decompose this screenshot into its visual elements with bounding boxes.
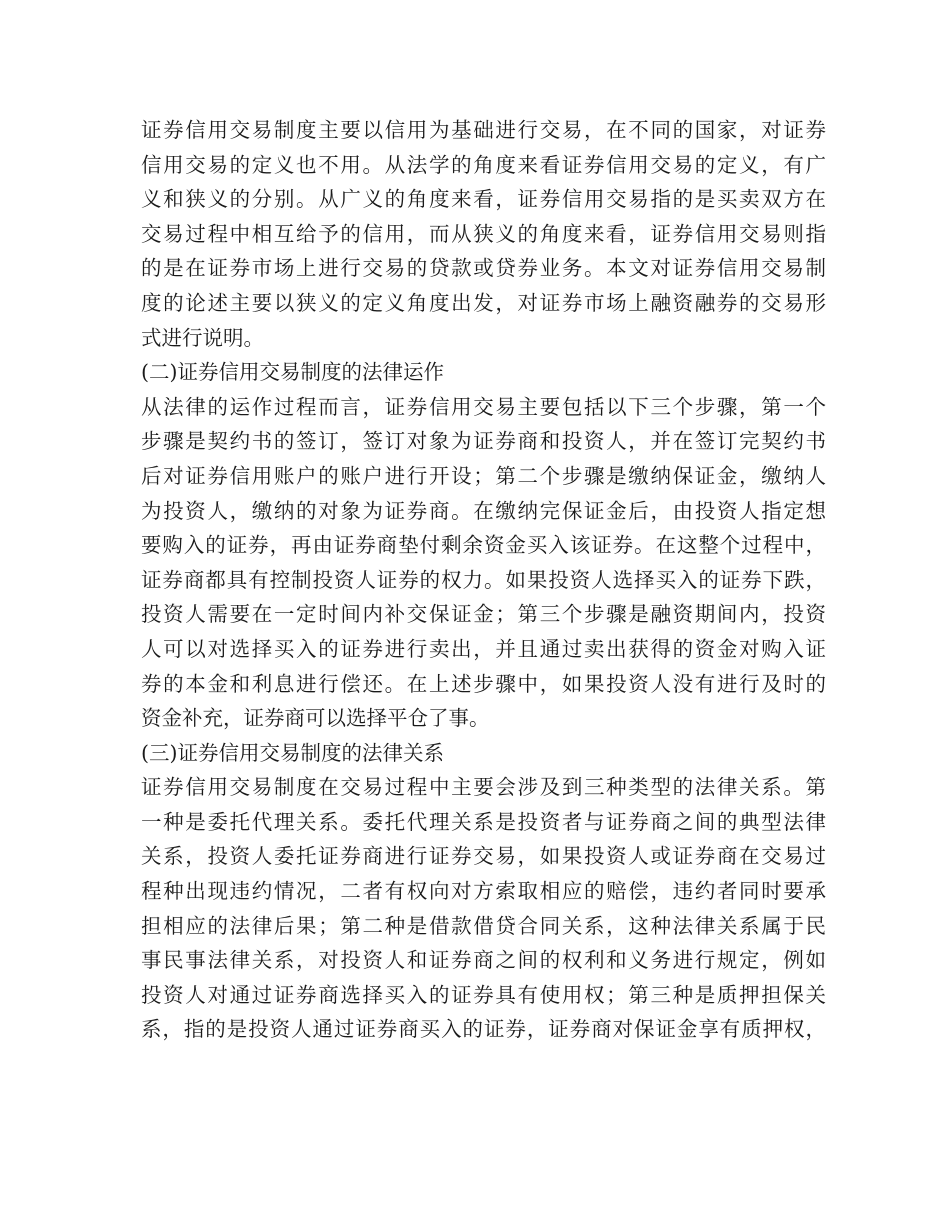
text-line: 度的论述主要以狭义的定义角度出发，对证券市场上融资融券的交易形 bbox=[141, 290, 826, 315]
text-line: 式进行说明。 bbox=[141, 325, 264, 350]
text-line: 后对证券信用账户的账户进行开设；第二个步骤是缴纳保证金，缴纳人 bbox=[141, 463, 826, 488]
text-line: 一种是委托代理关系。委托代理关系是投资者与证券商之间的典型法律 bbox=[141, 809, 826, 834]
text-line: 从法律的运作过程而言，证券信用交易主要包括以下三个步骤，第一个 bbox=[141, 394, 826, 419]
text-line: 投资人需要在一定时间内补交保证金；第三个步骤是融资期间内，投资 bbox=[141, 602, 826, 627]
text-line: 为投资人，缴纳的对象为证券商。在缴纳完保证金后，由投资人指定想 bbox=[141, 498, 826, 523]
section-heading: (二)证券信用交易制度的法律运作 bbox=[141, 360, 444, 385]
text-line: 步骤是契约书的签订，签订对象为证券商和投资人，并在签订完契约书 bbox=[141, 429, 826, 454]
text-line: 资金补充，证券商可以选择平仓了事。 bbox=[141, 706, 490, 731]
text-line: 券的本金和利息进行偿还。在上述步骤中，如果投资人没有进行及时的 bbox=[141, 671, 826, 696]
text-line: 系，指的是投资人通过证券商买入的证券，证券商对保证金享有质押权， bbox=[141, 1017, 826, 1042]
text-line: 的是在证券市场上进行交易的贷款或贷券业务。本文对证券信用交易制 bbox=[141, 256, 826, 281]
text-line: 关系，投资人委托证券商进行证券交易，如果投资人或证券商在交易过 bbox=[141, 844, 826, 869]
text-line: 信用交易的定义也不用。从法学的角度来看证券信用交易的定义，有广 bbox=[141, 152, 826, 177]
text-line: 证券信用交易制度主要以信用为基础进行交易，在不同的国家，对证券 bbox=[141, 118, 826, 142]
text-line: 义和狭义的分别。从广义的角度来看，证券信用交易指的是买卖双方在 bbox=[141, 187, 826, 212]
document-body bbox=[141, 113, 826, 1047]
text-line: 投资人对通过证券商选择买入的证券具有使用权；第三种是质押担保关 bbox=[141, 982, 826, 1007]
text-line: 证券商都具有控制投资人证券的权力。如果投资人选择买入的证券下跌， bbox=[141, 567, 826, 592]
text-line: 要购入的证券，再由证券商垫付剩余资金买入该证券。在这整个过程中， bbox=[141, 533, 826, 558]
text-line: 交易过程中相互给予的信用，而从狭义的角度来看，证券信用交易则指 bbox=[141, 221, 826, 246]
text-line: 证券信用交易制度在交易过程中主要会涉及到三种类型的法律关系。第 bbox=[141, 775, 826, 800]
text-line: 人可以对选择买入的证券进行卖出，并且通过卖出获得的资金对购入证 bbox=[141, 636, 826, 661]
text-line: 事民事法律关系，对投资人和证券商之间的权利和义务进行规定，例如 bbox=[141, 948, 826, 973]
section-heading: (三)证券信用交易制度的法律关系 bbox=[141, 740, 444, 765]
text-line: 担相应的法律后果；第二种是借款借贷合同关系，这种法律关系属于民 bbox=[141, 913, 826, 938]
text-line: 程种出现违约情况，二者有权向对方索取相应的赔偿，违约者同时要承 bbox=[141, 879, 826, 904]
